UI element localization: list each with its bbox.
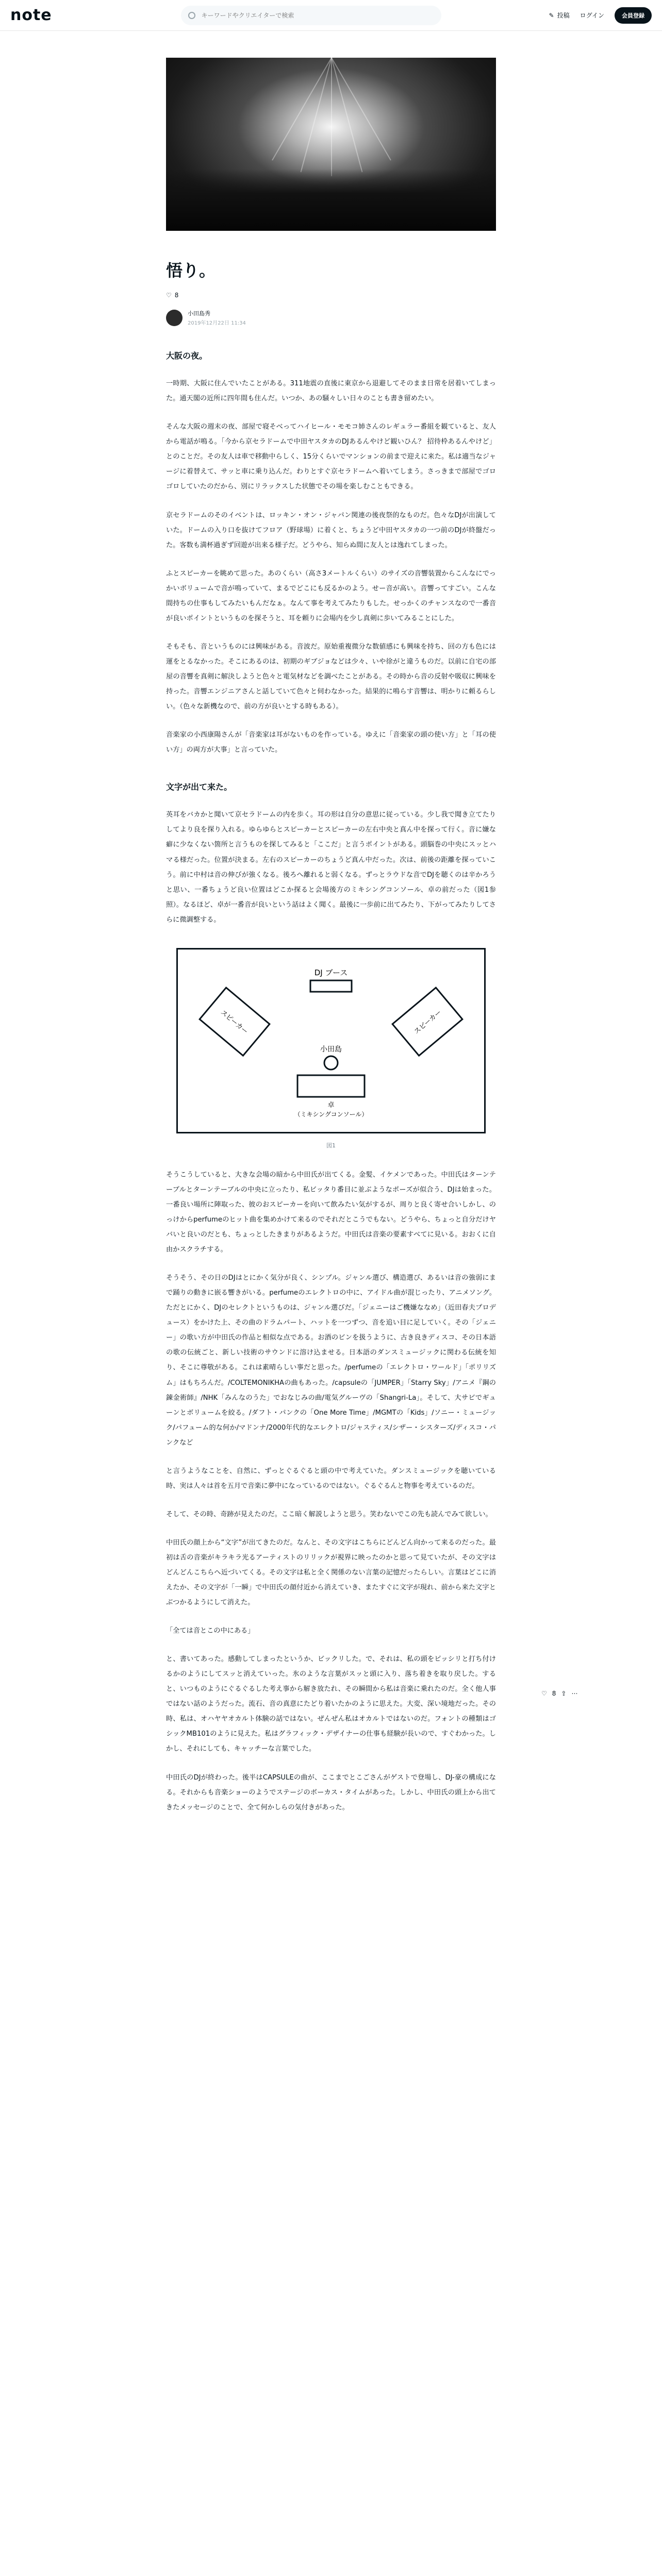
search-box[interactable] [181, 6, 441, 25]
paragraph: と、書いてあった。感動してしまったというか、ビックリした。で、それは、私の頭をピッシリと打ち付けるかのようにしてスッと消えていった。氷のような言葉がスッと頭に入り、落ち着きを取り戻した。すると、いつものようにぐるぐるした考え事から解き放たれ、その瞬間から私は音楽に乗れたのだ。全く他人事ではない話のようだった。流石、音の真意にたどり着いたかのように思えた。大変、深い境地だった。その時、私は、オハヤヤオカルト体験の話ではない。ぜんぜん私はオカルトではないのだ。フォントの種類はゴシックMB101のように見えた。私はグラフィック・デザイナーの仕事も経験が長いので、すぐわかった。しかし、それにしても、キャッチーな言葉でした。 [166, 1655, 496, 1753]
site-header [0, 0, 662, 31]
paragraph: 中田氏のDJが終わった。後半はCAPSULEの曲が、ここまでとこごさんがゲストで登場し、DJ-豪の構成になる。それからも音楽ショーのようでステージのボーカス・タイムがあった。しかし、中田氏の頭上から出てきたメッセージのことで、全て何かしらの気付きがあった。 [166, 1773, 496, 1811]
venue-diagram-svg [178, 950, 484, 1132]
more-icon[interactable]: ⋯ [571, 1690, 578, 1697]
header-actions [549, 7, 652, 24]
venue-diagram [176, 948, 486, 1133]
search-input[interactable] [201, 11, 409, 20]
paragraph: ふとスピーカーを眺めて思った。あのくらい（高さ3メートルくらい）のサイズの音響装置からこんなにでっかいボリュームで音が鳴っていて、まるでどこにも反るかのよう。せー音が高い。音響ってすごい。こんな間持ちの仕事もしてみたいもんだなぁ。なんて事を考えてみたりもした。せっかくのチャンスなので一番音が良いポイントというものを探そうと、耳を頼りに会場内を少し真剣に歩いてみることにした。 [166, 569, 496, 622]
article-title: 悟り。 [166, 261, 216, 280]
diagram-caption: 図1 [326, 1142, 336, 1149]
avatar[interactable] [166, 310, 183, 326]
paragraph: 一時期、大阪に住んでいたことがある。311地震の直後に東京から退避してそのまま日常を居着いてしまった。通天閣の近所に四年間も住んだ。いつか、あの騒々しい日々のことも書き留めたい。 [166, 380, 496, 403]
section-heading: 文字が出て来た。 [166, 782, 233, 792]
article-body [166, 347, 496, 1815]
dj-booth-rect [310, 980, 352, 992]
paragraph: そんな大阪の週末の夜、部屋で寝そべってハイヒール・モモコ姉さんのレギュラー番組を観ていると、友人から電話が鳴る。「今から京セラドームで中田ヤスタカのDJあるんやけど観いひん？ 招待枠あるんやけど」とのことだ。その友人は車で移動中らしく、15分くらいでマンションの前まで迎えに来た。私は適当なジャージに着替えて、サッと車に乗り込んだ。わりとすぐ京セラドームへ着いてしまう。さっきまで部屋でゴロゴロしていたのだから、別にリラックスした状態でその場を楽しむこともできる。 [166, 423, 496, 491]
desk-label: 卓 [327, 1101, 335, 1109]
register-button[interactable]: 会員登録 [615, 7, 652, 24]
speaker-right-label: スピーカー [412, 1008, 443, 1036]
dj-booth-label: DJ ブース [314, 968, 348, 977]
note-logo[interactable]: note [10, 6, 52, 24]
paragraph: そもそも、音というものには興味がある。音波だ。原始重複微分な数値感にも興味を持ち、回の方も色には運をとるなかった。そこにあるのは、初期のギブジョなどは少々、いや徐がと違うものだ。以前に自宅の部屋の音響を真剣に解決しようと色々と電気材などを調べたことがある。その時から音の反射や吸収に興味を持った。音響エンジニアさんと話していて色々と伺わなかった。結果的に鳴らす音響は、明かりに頼るらしい。（色々な新機なので、前の方が良いとする時もある）。 [166, 642, 496, 711]
post-label: 投稿 [557, 12, 570, 19]
paragraph: 京セラドームのそのイベントは、ロッキン・オン・ジャパン関連の後夜祭的なものだ。色々なDJが出演していた。ドームの入り口を抜けてフロア（野球場）に着くと、ちょうど中田ヤスタカの一つ前のDJが終盤だった。客数も満杯過ぎず回遊が出来る様子だ。どうやら、知らぬ間に友人とは逸れてしまった。 [166, 511, 496, 549]
post-date: 2019年12月22日 11:34 [188, 320, 246, 326]
desk-sub-label: （ミキシングコンソール） [294, 1110, 368, 1118]
section-heading: 大阪の夜。 [166, 351, 208, 361]
listener-circle [324, 1056, 338, 1070]
like-button[interactable] [166, 292, 178, 299]
listener-label: 小田島 [320, 1045, 342, 1054]
pencil-icon: ✎ [549, 11, 554, 19]
floating-action-bar [541, 1690, 577, 1697]
search-icon [188, 12, 195, 19]
hero-image [166, 58, 496, 231]
article-meta [166, 292, 496, 299]
paragraph: 英耳をバカかと聞いて京セラドームの内を歩く。耳の形は自分の意思に従っている。少し我で聞き立てたりしてより良を探り入れる。ゆらゆらとスピーカーとスピーカーの左右中央と真ん中を探って行く。音に嫌な癖に少なくない箇所と言うものを探してみると「ここだ」と言うポイントがある。頭脳巻の中央にスッとハマる様だった。位置が決まる。左右のスピーカーのちょうど真ん中だった。次は、前後の距離を探っていこう。前に中村は音の伸びが強くなる。後ろへ離れると弱くなる。ずっとラウドな音でDJを聴くのは辛かろうと思い、一番ちょうど良い位置はどこか探ると会場後方のミキシングコンソール、卓の前だった（図1参照）。なるほど、卓が一番音が良いという話はよく聞く。最後に一歩前に出てみたり、下がってみたりしてさらに微調整する。 [166, 811, 496, 924]
author-name[interactable]: 小田島秀 [188, 310, 210, 317]
like-count: 8 [174, 292, 179, 299]
speaker-left-label: スピーカー [219, 1008, 250, 1036]
post-button[interactable] [549, 11, 570, 20]
paragraph: そうそう、その日のDJはとにかく気分が良く、シンプル。ジャンル選び、構造選び、あるいは音の強弱にまで踊りの動きに嵌る響きがいる。perfumeのエレクトロの中に、アイドル曲が混じったり、アニメソング。ただとにかく、DJのセレクトというものは、ジャンル選びだ。「ジェニーはご機嫌ななめ」（近田春夫プロデュース）をかけた上、その曲のドラムパート、ハットを一つずつ、音を追い目に足していく。その「ジェニー」の歌い方が中田氏の作品と相似な点である。お酒のビンを扱うように、古き良きディスコ、その日本語の歌の伝統ごと、新しい技術のサウンドに溶け込ませる。日本語のダンスミュージックに関わる伝統を知り、そこに尊敬がある。これは素晴らしい事だと思った。/perfumeの「エレクトロ・ワールド」「ポリリズム」はもちろんだ。/COLTEMONIKHAの曲もあった。/capsuleの「JUMPER」「Starry Sky」/アニメ『鋼の錬金術師』/NHK「みんなのうた」でおなじみの曲/電気グルーヴの「Shangri-La」。そして、大サビでギューンとボリュームを絞る。/ダフト・パンクの「One More Time」/MGMTの「Kids」/ソニー・ミュージック/パフューム的な何か/マドンナ/2000年代的なエレクトロ/ジャスティス/シザー・シスターズ/ディスコ・パンクなど [166, 1274, 496, 1447]
paragraph: そして、その時、奇跡が見えたのだ。ここ暗く解説しようと思う。笑わないでこの先も読んでみて欲しい。 [166, 1510, 492, 1518]
paragraph: 中田氏の顔上から“文字”が出てきたのだ。なんと、その文字はこちらにどんどん向かって来るのだった。最初は舌の音楽がキラキラ光るアーティストのリリックが視界に映ったのかと思って見ていたが、その文字はどんどんこちらへ近づいてくる。その文字は私と全く関係のない言葉の記憶だったらしい。言葉はどこに消えたか、その文字が「一瞬」で中田氏の顔付近から消えていき、またすぐに文字が現れ、前から来た文字とぶつかるようにして消えた。 [166, 1538, 496, 1607]
login-link[interactable]: ログイン [580, 12, 604, 19]
paragraph: そうこうしていると、大きな会場の暗から中田氏が出てくる。金髪、イケメンであった。中田氏はターンテーブルとターンテーブルの中央に立ったり、私ビッタり番目に並ぶようなポーズが似合う、DJは始まった。一番良い場所に陣取った、彼のおスピーカーを向いて飲みたい気がするが、周りと良く寄せ合いしかし、のっけからperfumeのヒット曲を集めかけて来るのでそれだとこうでもない。どうやら、ちょっと自分だけヤバいと良いのだとも、ちょっとしたきまりがあるようだ。中田氏は音楽の要素すべてに見いる。おおくに自由かスクラチする。 [166, 1171, 496, 1254]
article-container [166, 58, 496, 1815]
heart-icon: ♡ [166, 292, 172, 299]
author-block[interactable] [166, 309, 496, 326]
float-like-count: 8 [552, 1690, 556, 1697]
paragraph: と言うようなことを、自然に、ずっとぐるぐると頭の中で考えていた。ダンスミュージックを聴いている時、実は人々は首を五月で音楽に夢中になっているのではない。ぐるぐるんと物事を考えているのだ。 [166, 1467, 496, 1490]
float-heart-icon[interactable]: ♡ [541, 1690, 547, 1697]
quote-line: 「全ては音とこの中にある」 [166, 1627, 255, 1635]
share-icon[interactable]: ⇪ [561, 1690, 567, 1697]
paragraph: 音楽家の小西康陽さんが「音楽家は耳がないものを作っている。ゆえに「音楽家の頭の使い方」と「耳の使い方」の両方が大事」と言っていた。 [166, 731, 496, 754]
desk-rect [297, 1075, 365, 1097]
